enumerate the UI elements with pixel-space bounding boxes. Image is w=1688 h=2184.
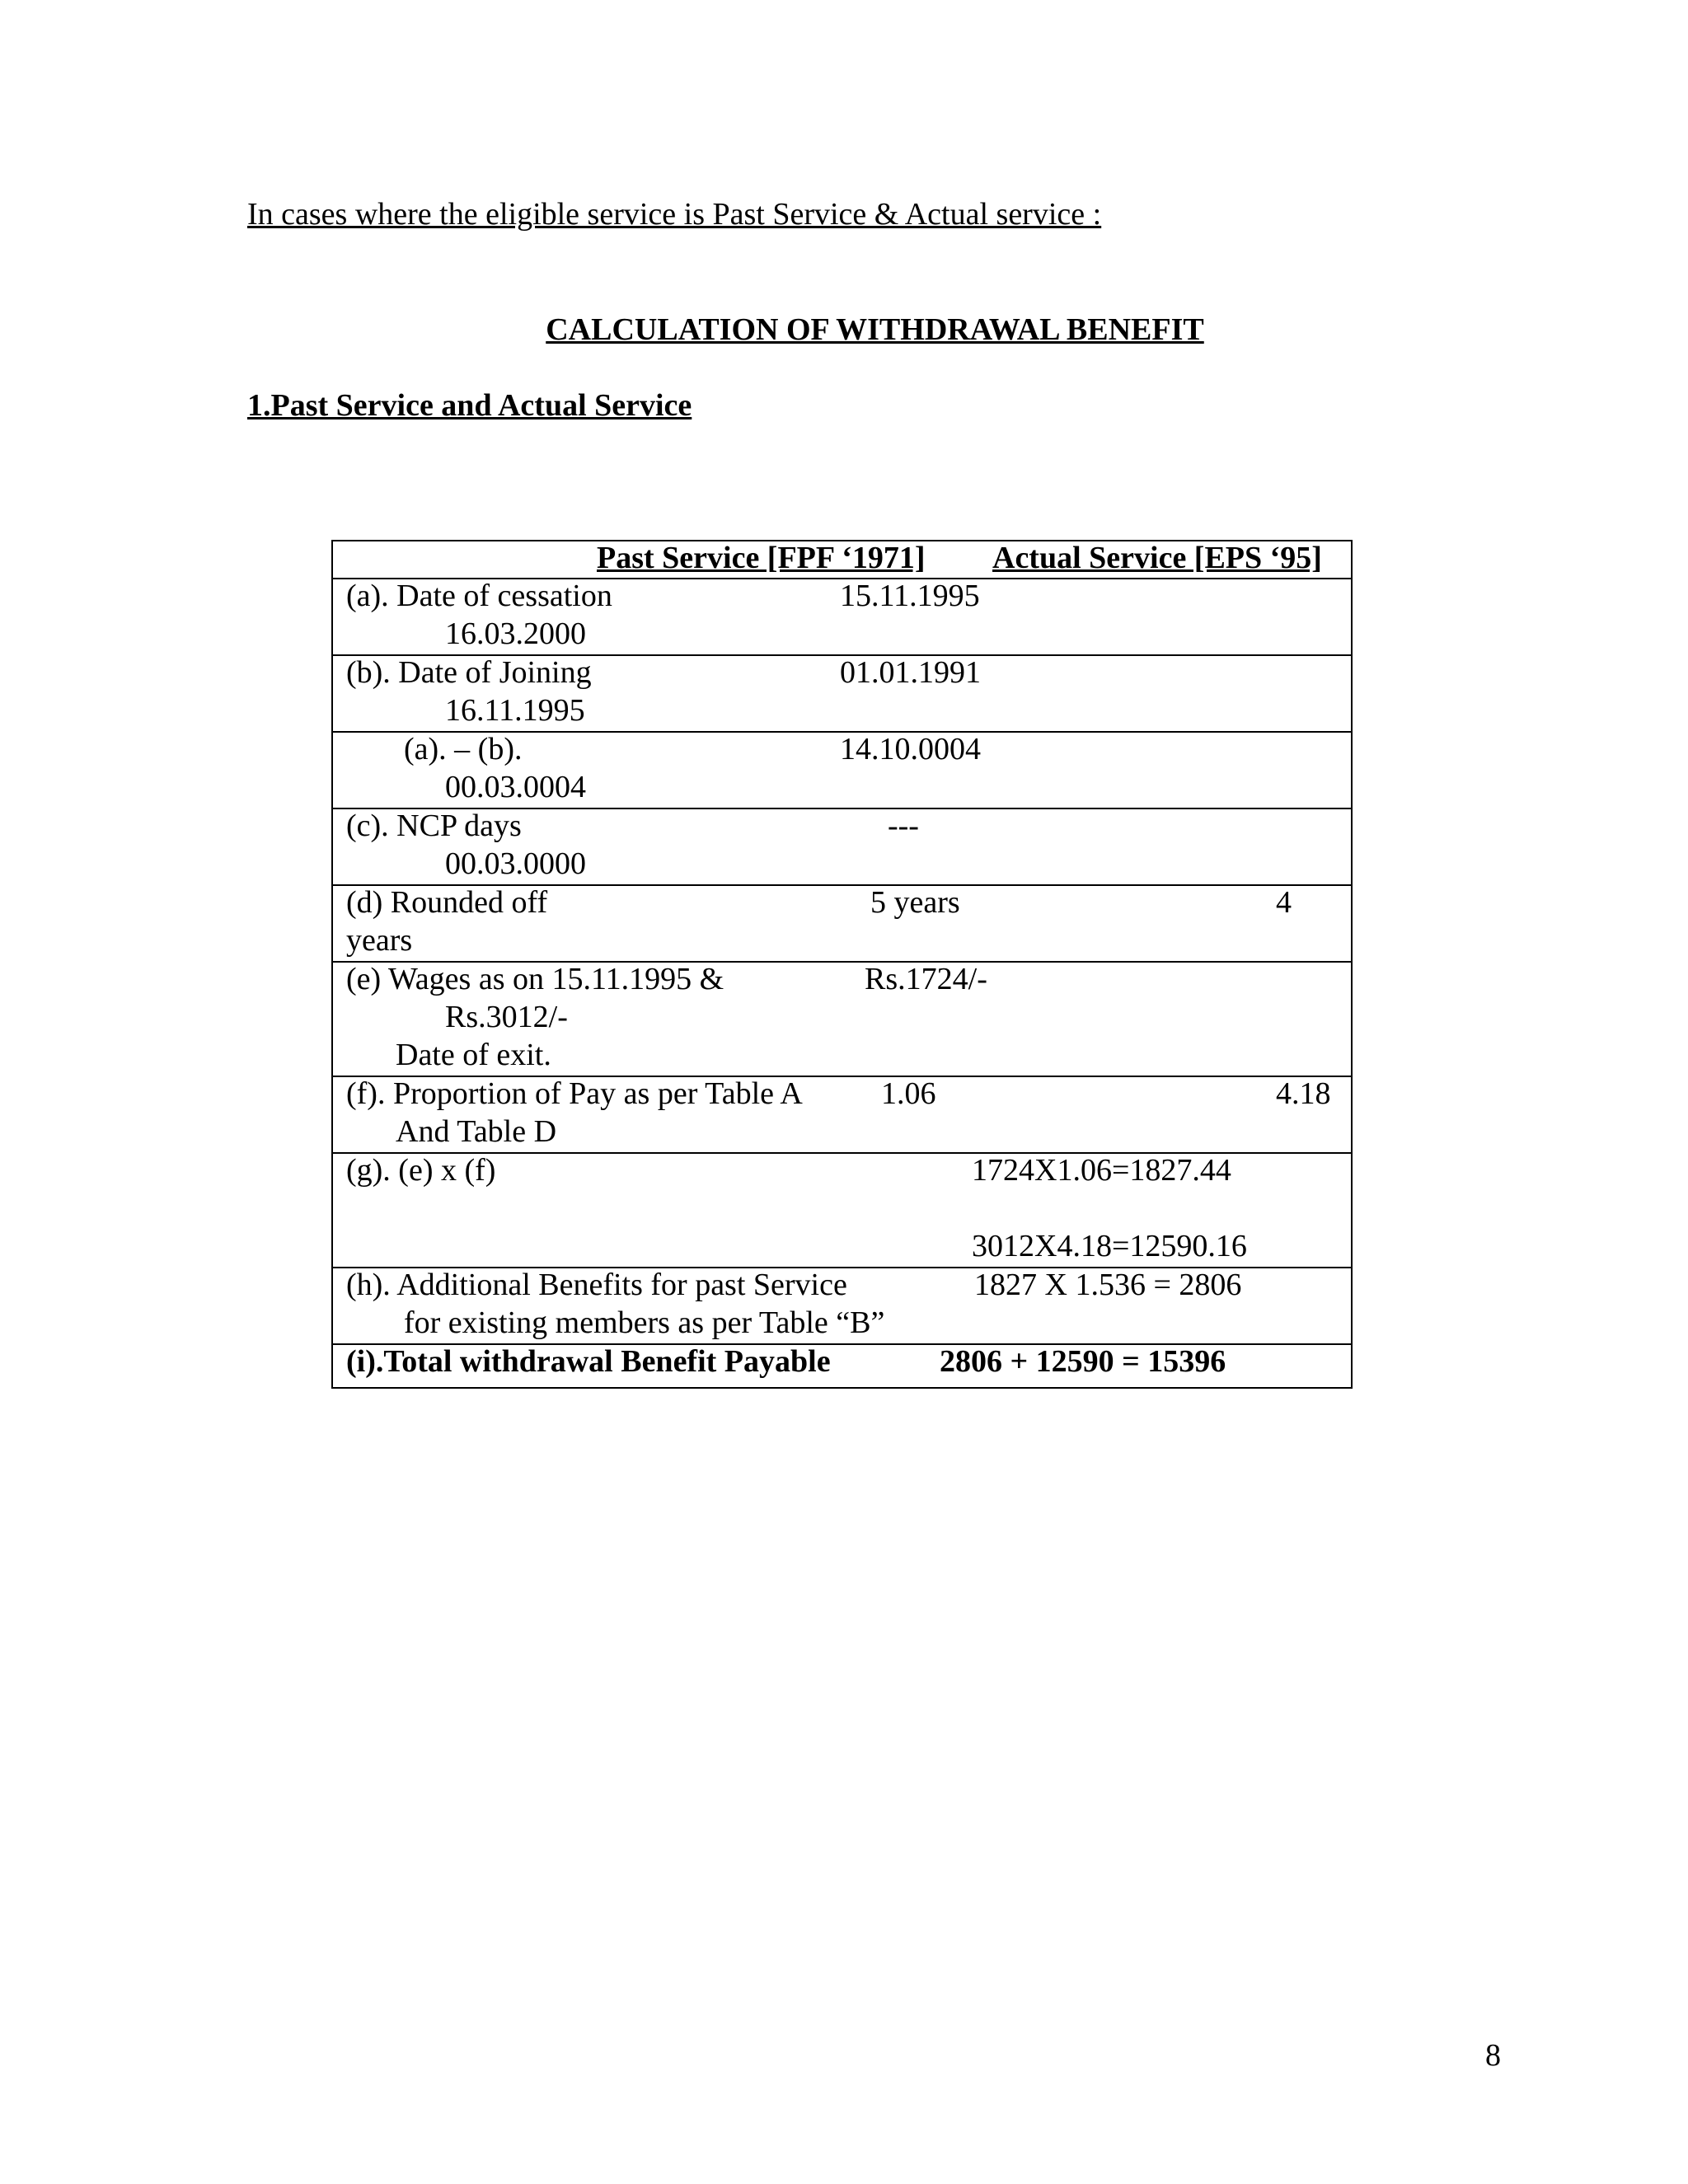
row-c-actual: 00.03.0000 bbox=[445, 846, 586, 881]
row-e-label: (e) Wages as on 15.11.1995 & bbox=[346, 962, 724, 996]
row-g-label: (g). (e) x (f) bbox=[346, 1153, 496, 1188]
row-e-actual: Rs.3012/- bbox=[445, 1000, 568, 1034]
row-f-past: 1.06 bbox=[881, 1076, 936, 1111]
row-e-past: Rs.1724/- bbox=[865, 962, 987, 996]
header-actual-service: Actual Service [EPS ‘95] bbox=[992, 541, 1322, 575]
row-a-actual: 16.03.2000 bbox=[445, 616, 586, 651]
row-e-label-cont: Date of exit. bbox=[396, 1038, 551, 1072]
row-c-label: (c). NCP days bbox=[346, 808, 522, 843]
page-title: CALCULATION OF WITHDRAWAL BENEFIT bbox=[546, 312, 1204, 347]
row-a-label: (a). Date of cessation bbox=[346, 579, 612, 613]
row-ab-past: 14.10.0004 bbox=[840, 732, 981, 766]
row-ab-actual: 00.03.0004 bbox=[445, 770, 586, 804]
row-g-actual: 3012X4.18=12590.16 bbox=[972, 1229, 1247, 1263]
withdrawal-benefit-table bbox=[331, 540, 1353, 1389]
header-past-service: Past Service [FPF ‘1971] bbox=[597, 541, 926, 575]
row-h-label: (h). Additional Benefits for past Service bbox=[346, 1268, 847, 1302]
row-i-label: (i).Total withdrawal Benefit Payable bbox=[346, 1344, 831, 1379]
row-d-past: 5 years bbox=[870, 885, 960, 920]
row-f-label-cont: And Table D bbox=[396, 1114, 557, 1149]
row-b-past: 01.01.1991 bbox=[840, 655, 981, 690]
intro-text: In cases where the eligible service is Past Service & Actual service : bbox=[247, 197, 1102, 232]
row-f-actual: 4.18 bbox=[1276, 1076, 1331, 1111]
row-b-actual: 16.11.1995 bbox=[445, 693, 585, 728]
row-i-value: 2806 + 12590 = 15396 bbox=[940, 1344, 1226, 1379]
row-c-past: --- bbox=[888, 808, 919, 843]
row-b-label: (b). Date of Joining bbox=[346, 655, 592, 690]
row-d-label-cont: years bbox=[346, 923, 413, 958]
row-a-past: 15.11.1995 bbox=[840, 579, 980, 613]
row-f-label: (f). Proportion of Pay as per Table A bbox=[346, 1076, 803, 1111]
page-number: 8 bbox=[1485, 2038, 1501, 2073]
row-g-past: 1724X1.06=1827.44 bbox=[972, 1153, 1231, 1188]
row-d-label: (d) Rounded off bbox=[346, 885, 548, 920]
row-ab-label: (a). – (b). bbox=[404, 732, 523, 766]
row-h-value: 1827 X 1.536 = 2806 bbox=[974, 1268, 1242, 1302]
row-d-actual: 4 bbox=[1276, 885, 1292, 920]
section-heading: 1.Past Service and Actual Service bbox=[247, 388, 692, 423]
row-h-label-cont: for existing members as per Table “B” bbox=[404, 1305, 885, 1340]
